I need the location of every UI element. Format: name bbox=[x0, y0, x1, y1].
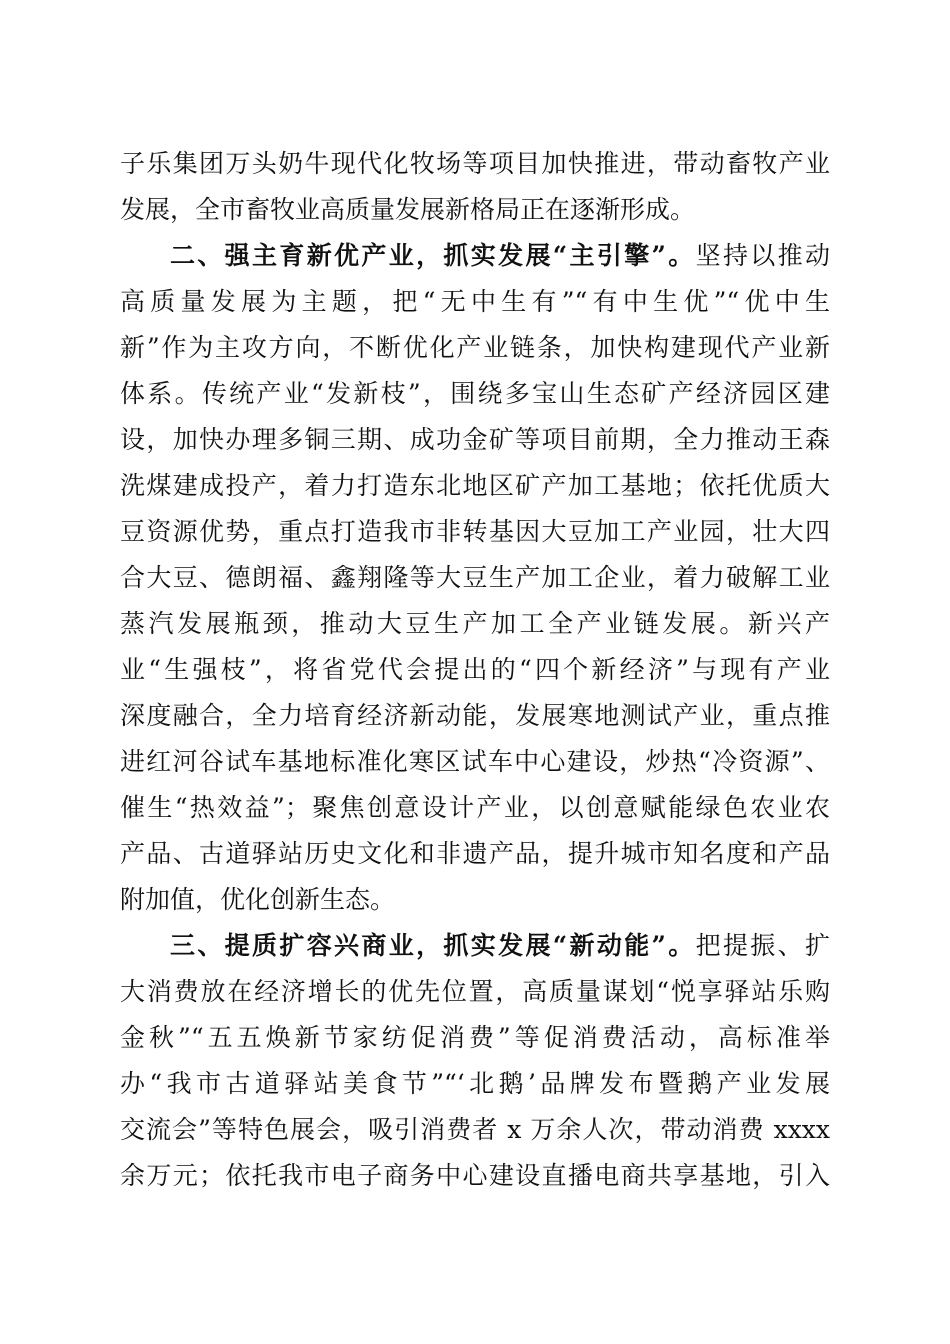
paragraph-1-line-1: 子乐集团万头奶牛现代化牧场等项目加快推进，带动畜牧产业 bbox=[120, 149, 830, 178]
paragraph-3-line: 大消费放在经济增长的优先位置，高质量谋划“悦享驿站乐购 bbox=[120, 977, 830, 1006]
paragraph-1-line-2: 发展，全市畜牧业高质量发展新格局正在逐渐形成。 bbox=[120, 195, 696, 224]
paragraph-2-first-line bbox=[170, 233, 830, 279]
paragraph-2-line: 高质量发展为主题，把“无中生有”“有中生优”“优中生 bbox=[120, 287, 830, 316]
paragraph-2-line: 业“生强枝”，将省党代会提出的“四个新经济”与现有产业 bbox=[120, 655, 830, 684]
paragraph-2-line: 豆资源优势，重点打造我市非转基因大豆加工产业园，壮大四 bbox=[120, 517, 830, 546]
paragraph-2-line: 新”作为主攻方向，不断优化产业链条，加快构建现代产业新 bbox=[120, 333, 830, 362]
paragraph-2-line: 体系。传统产业“发新枝”，围绕多宝山生态矿产经济园区建 bbox=[120, 379, 830, 408]
paragraph-3-line: 金秋”“五五焕新节家纺促消费”等促消费活动，高标准举 bbox=[120, 1023, 830, 1052]
paragraph-2-line: 附加值，优化创新生态。 bbox=[120, 885, 396, 914]
paragraph-2-line: 深度融合，全力培育经济新动能，发展寒地测试产业，重点推 bbox=[120, 701, 830, 730]
paragraph-2-line: 产品、古道驿站历史文化和非遗产品，提升城市知名度和产品 bbox=[120, 839, 830, 868]
paragraph-3-line: 余万元；依托我市电子商务中心建设直播电商共享基地，引入 bbox=[120, 1161, 830, 1190]
paragraph-2-line: 蒸汽发展瓶颈，推动大豆生产加工全产业链发展。新兴产 bbox=[120, 609, 830, 638]
paragraph-2-first-line-text: 坚持以推动 bbox=[695, 241, 830, 270]
paragraph-2-line: 进红河谷试车基地标准化寒区试车中心建设，炒热“冷资源”、 bbox=[120, 747, 830, 776]
section-three-heading: 三、提质扩容兴商业，抓实发展“新动能”。 bbox=[170, 931, 696, 960]
paragraph-2-line: 合大豆、德朗福、鑫翔隆等大豆生产加工企业，着力破解工业 bbox=[120, 563, 830, 592]
paragraph-3-first-line bbox=[170, 923, 830, 969]
paragraph-2-line: 催生“热效益”；聚焦创意设计产业，以创意赋能绿色农业农 bbox=[120, 793, 830, 822]
paragraph-3-first-line-text: 把提振、扩 bbox=[695, 931, 830, 960]
paragraph-3-line: 交流会”等特色展会，吸引消费者 x 万余人次，带动消费 xxxx bbox=[120, 1115, 830, 1144]
paragraph-3-line: 办“我市古道驿站美食节”“‘北鹅’品牌发布暨鹅产业发展 bbox=[120, 1069, 830, 1098]
section-two-heading: 二、强主育新优产业，抓实发展“主引擎”。 bbox=[170, 241, 696, 270]
paragraph-2-line: 洗煤建成投产，着力打造东北地区矿产加工基地；依托优质大 bbox=[120, 471, 830, 500]
paragraph-2-line: 设，加快办理多铜三期、成功金矿等项目前期，全力推动王森 bbox=[120, 425, 830, 454]
